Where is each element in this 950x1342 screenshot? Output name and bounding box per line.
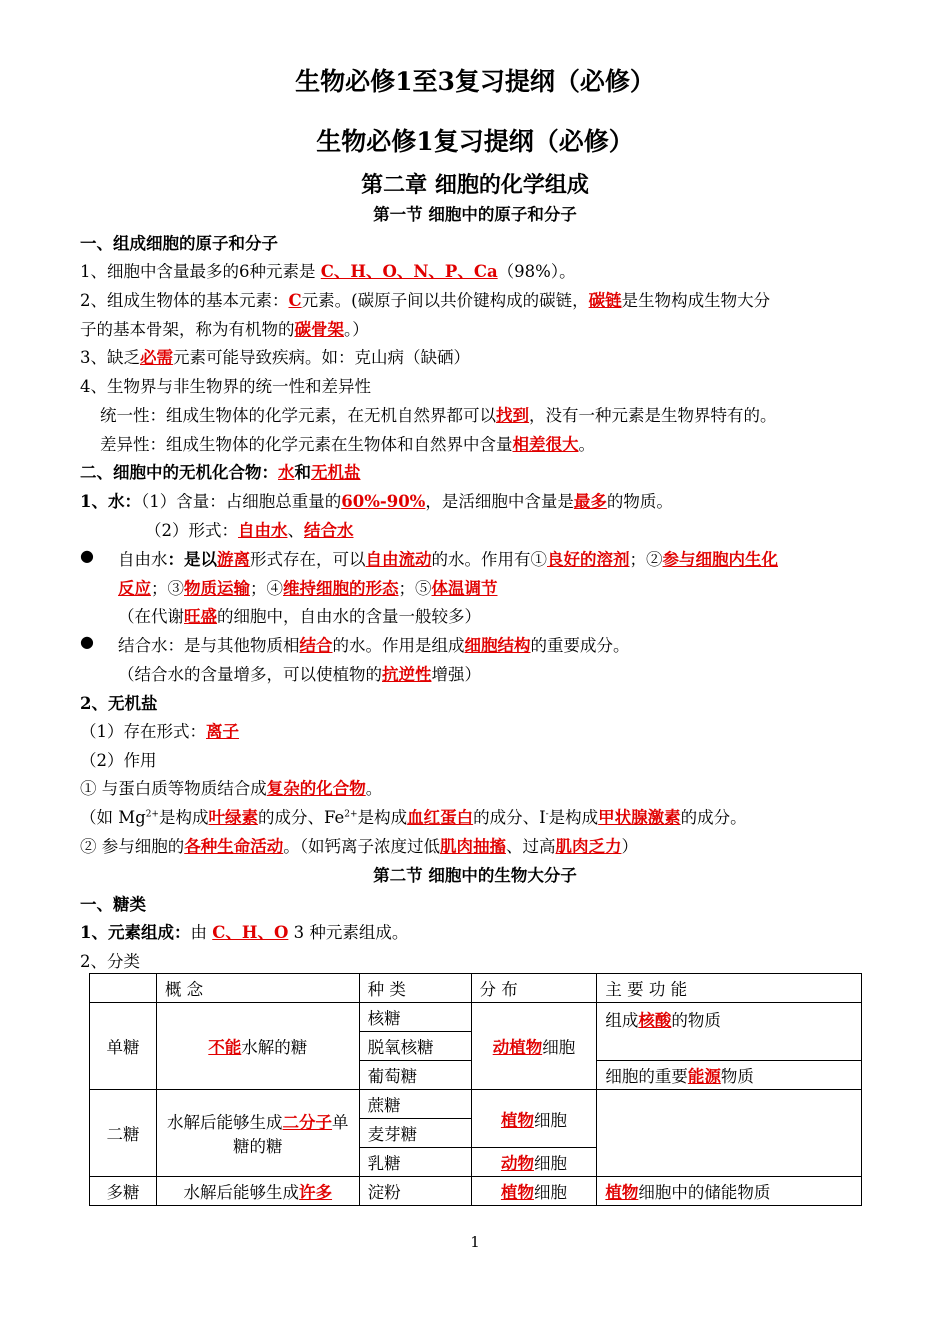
para-unity: 统一性：组成生物体的化学元素，在无机自然界都可以找到，没有一种元素是生物界特有的。 (100, 406, 777, 425)
para-bound-water-note: （结合水的含量增多，可以使植物的抗逆性增强） (118, 665, 481, 684)
para-salt-form: （1）存在形式：离子 (80, 722, 239, 741)
function-cell: 细胞的重要能源物质 (597, 1061, 862, 1090)
row-label-di: 二糖 (90, 1090, 157, 1177)
bullet-icon: ● (80, 546, 94, 565)
table-row (90, 1177, 862, 1206)
distribution-cell: 动物细胞 (471, 1148, 597, 1177)
para-diversity: 差异性：组成生物体的化学元素在生物体和自然界中含量相差很大。 (100, 435, 595, 454)
concept-cell: 水解后能够生成许多 (156, 1177, 359, 1206)
distribution-cell: 动植物细胞 (471, 1003, 597, 1090)
type-cell: 脱氧核糖 (359, 1032, 471, 1061)
table-header-cell (90, 974, 157, 1003)
heading-sugars: 一、糖类 (80, 895, 146, 914)
type-cell: 淀粉 (359, 1177, 471, 1206)
table-header-cell: 主 要 功 能 (597, 974, 862, 1003)
table-header-cell: 分 布 (471, 974, 597, 1003)
distribution-cell: 植物细胞 (471, 1090, 597, 1148)
section-title-1: 第一节 细胞中的原子和分子 (373, 205, 577, 224)
table-header-cell: 概 念 (156, 974, 359, 1003)
main-title: 生物必修1至3复习提纲（必修） (295, 67, 655, 96)
type-cell: 核糖 (359, 1003, 471, 1032)
section-title-2: 第二节 细胞中的生物大分子 (373, 866, 577, 885)
para-elements: 1、细胞中含量最多的6种元素是 C、H、O、N、P、Ca（98%）。 (80, 262, 576, 281)
page-number: 1 (470, 1233, 480, 1251)
table-row (90, 1003, 862, 1032)
function-cell: 组成核酸的物质 (597, 1003, 862, 1061)
para-salt-role-1: ① 与蛋白质等物质结合成复杂的化合物。 (80, 779, 383, 798)
para-deficiency: 3、缺乏必需元素可能导致疾病。如：克山病（缺硒） (80, 348, 470, 367)
para-salt-examples: （如 $Mg^{2+}$是构成叶绿素的成分、$Fe^{2+}$是构成血红蛋白的成分、I-是构成甲状腺激素的成分。 (80, 808, 747, 827)
table-header-cell: 种 类 (359, 974, 471, 1003)
para-water-content: 1、水：（1）含量：占细胞总重量的60%-90%，是活细胞中含量是最多的物质。 (80, 492, 673, 511)
function-cell: 植物细胞中的储能物质 (597, 1177, 862, 1206)
type-cell: 葡萄糖 (359, 1061, 471, 1090)
heading-salts: 2、无机盐 (80, 694, 158, 713)
heading-inorganic: 二、细胞中的无机化合物：水和无机盐 (80, 463, 361, 482)
para-water-form: （2）形式：自由水、结合水 (145, 521, 354, 540)
table-header-row (90, 974, 862, 1003)
para-free-water: 自由水：是以游离形式存在，可以自由流动的水。作用有①良好的溶剂；②参与细胞内生化 (118, 550, 778, 569)
para-sugar-elements: 1、元素组成：由 C、H、O 3 种元素组成。 (80, 923, 409, 942)
sugar-table (89, 973, 862, 1206)
para-basic-element: 2、组成生物体的基本元素：C元素。(碳原子间以共价键构成的碳链，碳链是生物构成生物大分 (80, 291, 771, 310)
heading-atoms: 一、组成细胞的原子和分子 (80, 234, 278, 253)
type-cell: 麦芽糖 (359, 1119, 471, 1148)
type-cell: 蔗糖 (359, 1090, 471, 1119)
para-unity-diversity: 4、生物界与非生物界的统一性和差异性 (80, 377, 371, 396)
para-salt-role-2: ② 参与细胞的各种生命活动。（如钙离子浓度过低肌肉抽搐、过高肌肉乏力） (80, 837, 638, 856)
bullet-icon: ● (80, 632, 94, 651)
distribution-cell: 植物细胞 (471, 1177, 597, 1206)
para-carbon-skeleton: 子的基本骨架，称为有机物的碳骨架。） (80, 320, 369, 339)
para-sugar-classification: 2、分类 (80, 952, 140, 971)
table-row (90, 1090, 862, 1119)
function-cell (597, 1090, 862, 1177)
para-salt-role: （2）作用 (80, 751, 157, 770)
para-free-water-note: （在代谢旺盛的细胞中，自由水的含量一般较多） (118, 607, 481, 626)
row-label-poly: 多糖 (90, 1177, 157, 1206)
row-label-mono: 单糖 (90, 1003, 157, 1090)
concept-cell: 水解后能够生成二分子单糖的糖 (156, 1090, 359, 1177)
para-free-water-2: 反应；③物质运输；④维持细胞的形态；⑤体温调节 (118, 579, 498, 598)
concept-cell: 不能水解的糖 (156, 1003, 359, 1090)
para-bound-water: 结合水：是与其他物质相结合的水。作用是组成细胞结构的重要成分。 (118, 636, 630, 655)
type-cell: 乳糖 (359, 1148, 471, 1177)
sub-title: 生物必修1复习提纲（必修） (316, 127, 634, 156)
chapter-title: 第二章 细胞的化学组成 (361, 172, 589, 198)
